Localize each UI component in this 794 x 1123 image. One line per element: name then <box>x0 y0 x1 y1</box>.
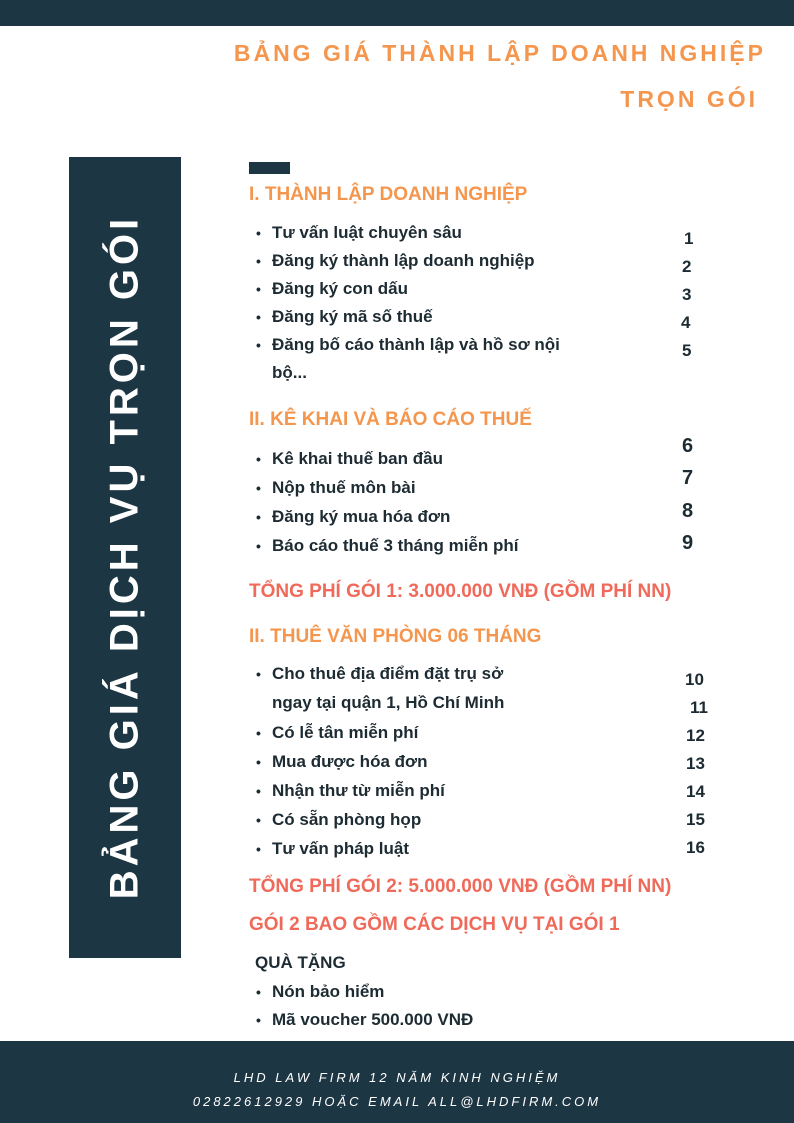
list-item: • Tư vấn pháp luật <box>256 835 409 863</box>
gifts-title: QUÀ TẶNG <box>255 953 346 972</box>
bullet: • <box>256 812 261 828</box>
item-number: 9 <box>682 532 694 554</box>
list-item: • Mua được hóa đơn <box>256 748 427 776</box>
list-item: • Đăng ký mã số thuế <box>256 303 433 331</box>
item-number: 15 <box>686 810 705 829</box>
total-package-2: TỔNG PHÍ GÓI 2: 5.000.000 VNĐ (GỒM PHÍ NN) <box>249 876 672 897</box>
bullet: • <box>256 1012 261 1028</box>
list-item-continuation: bộ... <box>272 363 307 382</box>
section-title-1: I. THÀNH LẬP DOANH NGHIỆP <box>249 184 528 205</box>
bullet: • <box>256 225 261 241</box>
item-number: 12 <box>686 726 705 745</box>
bullet: • <box>256 480 261 496</box>
item-number: 13 <box>686 754 705 773</box>
item-number: 7 <box>682 467 694 489</box>
package-note: GÓI 2 BAO GỒM CÁC DỊCH VỤ TẠI GÓI 1 <box>249 914 620 935</box>
bullet: • <box>256 666 261 682</box>
item-number: 14 <box>686 782 705 801</box>
bullet: • <box>256 783 261 799</box>
list-item: • Đăng bố cáo thành lập và hồ sơ nội <box>256 331 560 359</box>
list-item: • Đăng ký thành lập doanh nghiệp <box>256 247 535 275</box>
footer-contact: 02822612929 HOẶC EMAIL ALL@LHDFIRM.COM <box>192 1094 602 1109</box>
item-number: 8 <box>682 500 694 522</box>
item-number: 2 <box>682 257 692 276</box>
bullet: • <box>256 509 261 525</box>
item-number: 5 <box>682 341 692 360</box>
bullet: • <box>256 754 261 770</box>
item-number: 10 <box>685 670 704 689</box>
list-item: • Đăng ký mua hóa đơn <box>256 503 450 531</box>
item-number: 11 <box>690 698 708 717</box>
item-number: 16 <box>686 838 705 857</box>
gift-item: • Mã voucher 500.000 VNĐ <box>256 1006 473 1034</box>
footer-tagline: LHD LAW FIRM 12 NĂM KINH NGHIỆM <box>233 1070 561 1085</box>
list-item-continuation: ngay tại quận 1, Hồ Chí Minh <box>272 693 505 712</box>
section-title-3: II. THUÊ VĂN PHÒNG 06 THÁNG <box>249 626 542 647</box>
top-bar <box>0 0 794 26</box>
list-item: • Đăng ký con dấu <box>256 275 408 303</box>
page-subtitle: TRỌN GÓI <box>620 86 758 112</box>
gift-item: • Nón bảo hiểm <box>256 978 384 1006</box>
bullet: • <box>256 725 261 741</box>
list-item: • Có lễ tân miễn phí <box>256 719 418 747</box>
bullet: • <box>256 253 261 269</box>
total-package-1: TỔNG PHÍ GÓI 1: 3.000.000 VNĐ (GỒM PHÍ NN) <box>249 581 672 602</box>
section-title-2: II. KÊ KHAI VÀ BÁO CÁO THUẾ <box>249 409 532 430</box>
list-item: • Nộp thuế môn bài <box>256 474 416 502</box>
accent-bar <box>249 162 290 174</box>
bullet: • <box>256 337 261 353</box>
bullet: • <box>256 984 261 1000</box>
list-item: • Kê khai thuế ban đầu <box>256 445 443 473</box>
side-banner-text: BẢNG GIÁ DỊCH VỤ TRỌN GÓI <box>102 214 147 900</box>
list-item: • Báo cáo thuế 3 tháng miễn phí <box>256 532 519 560</box>
list-item: • Nhận thư từ miễn phí <box>256 777 445 805</box>
item-number: 4 <box>681 313 691 332</box>
list-item: • Có sẵn phòng họp <box>256 806 421 834</box>
bullet: • <box>256 451 261 467</box>
item-number: 3 <box>682 285 692 304</box>
bullet: • <box>256 309 261 325</box>
page-title: BẢNG GIÁ THÀNH LẬP DOANH NGHIỆP <box>233 40 766 66</box>
bullet: • <box>256 841 261 857</box>
list-item: • Tư vấn luật chuyên sâu <box>256 219 462 247</box>
item-number: 1 <box>684 229 694 248</box>
item-number: 6 <box>682 435 694 457</box>
bullet: • <box>256 538 261 554</box>
list-item: • Cho thuê địa điểm đặt trụ sở <box>256 660 503 688</box>
bullet: • <box>256 281 261 297</box>
